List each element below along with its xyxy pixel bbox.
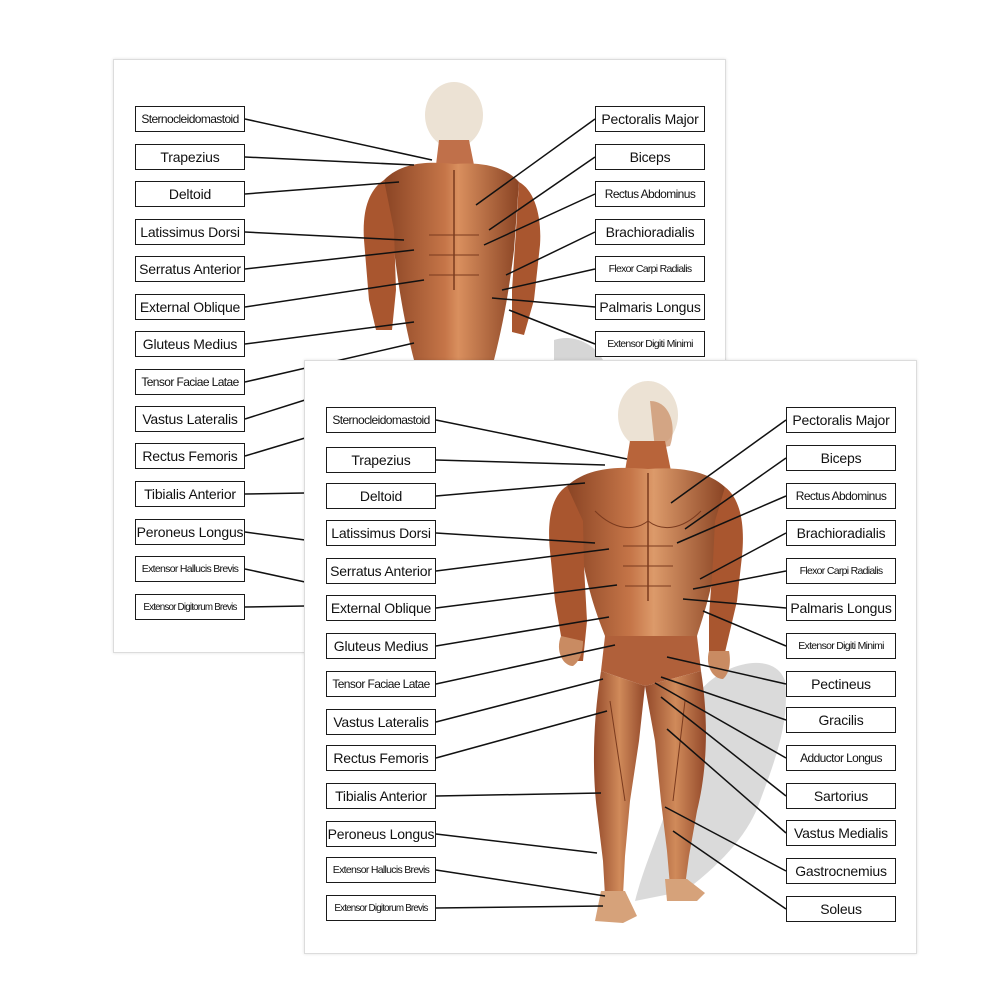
label-soleus: Soleus [786, 896, 896, 922]
label-tensor-faciae-latae: Tensor Faciae Latae [326, 671, 436, 697]
label-vastus-lateralis-back: Vastus Lateralis [135, 406, 245, 432]
label-tensor-faciae-latae-back: Tensor Faciae Latae [135, 369, 245, 395]
label-palmaris-longus: Palmaris Longus [786, 595, 896, 621]
label-brachioradialis-back: Brachioradialis [595, 219, 705, 245]
label-vastus-medialis: Vastus Medialis [786, 820, 896, 846]
label-gluteus-medius: Gluteus Medius [326, 633, 436, 659]
label-sartorius: Sartorius [786, 783, 896, 809]
label-extensor-hallucis-brevis: Extensor Hallucis Brevis [326, 857, 436, 883]
label-biceps-back: Biceps [595, 144, 705, 170]
label-tibialis-anterior-back: Tibialis Anterior [135, 481, 245, 507]
label-extensor-digiti-minimi: Extensor Digiti Minimi [786, 633, 896, 659]
label-rectus-femoris-back: Rectus Femoris [135, 443, 245, 469]
label-external-oblique-back: External Oblique [135, 294, 245, 320]
label-extensor-digiti-minimi-back: Extensor Digiti Minimi [595, 331, 705, 357]
label-extensor-digitorum-brevis: Extensor Digitorum Brevis [326, 895, 436, 921]
label-flexor-carpi-radialis: Flexor Carpi Radialis [786, 558, 896, 584]
label-sternocleidomastoid: Sternocleidomastoid [326, 407, 436, 433]
label-latissimus-dorsi-back: Latissimus Dorsi [135, 219, 245, 245]
label-adductor-longus: Adductor Longus [786, 745, 896, 771]
label-tibialis-anterior: Tibialis Anterior [326, 783, 436, 809]
muscle-body-back [364, 82, 541, 390]
label-deltoid-back: Deltoid [135, 181, 245, 207]
label-serratus-anterior: Serratus Anterior [326, 558, 436, 584]
label-biceps: Biceps [786, 445, 896, 471]
label-trapezius-back: Trapezius [135, 144, 245, 170]
label-trapezius: Trapezius [326, 447, 436, 473]
label-rectus-femoris: Rectus Femoris [326, 745, 436, 771]
label-gracilis: Gracilis [786, 707, 896, 733]
label-pectoralis-major: Pectoralis Major [786, 407, 896, 433]
label-deltoid: Deltoid [326, 483, 436, 509]
label-rectus-abdominus-back: Rectus Abdominus [595, 181, 705, 207]
label-extensor-hallucis-brevis-back: Extensor Hallucis Brevis [135, 556, 245, 582]
label-flexor-carpi-radialis-back: Flexor Carpi Radialis [595, 256, 705, 282]
label-gluteus-medius-back: Gluteus Medius [135, 331, 245, 357]
label-sternocleidomastoid-back: Sternocleidomastoid [135, 106, 245, 132]
poster-front-sheet [304, 360, 917, 954]
label-peroneus-longus-back: Peroneus Longus [135, 519, 245, 545]
label-brachioradialis: Brachioradialis [786, 520, 896, 546]
label-external-oblique: External Oblique [326, 595, 436, 621]
label-peroneus-longus: Peroneus Longus [326, 821, 436, 847]
label-palmaris-longus-back: Palmaris Longus [595, 294, 705, 320]
label-vastus-lateralis: Vastus Lateralis [326, 709, 436, 735]
label-serratus-anterior-back: Serratus Anterior [135, 256, 245, 282]
label-rectus-abdominus: Rectus Abdominus [786, 483, 896, 509]
label-latissimus-dorsi: Latissimus Dorsi [326, 520, 436, 546]
label-pectoralis-major-back: Pectoralis Major [595, 106, 705, 132]
label-pectineus: Pectineus [786, 671, 896, 697]
label-gastrocnemius: Gastrocnemius [786, 858, 896, 884]
label-extensor-digitorum-brevis-back: Extensor Digitorum Brevis [135, 594, 245, 620]
